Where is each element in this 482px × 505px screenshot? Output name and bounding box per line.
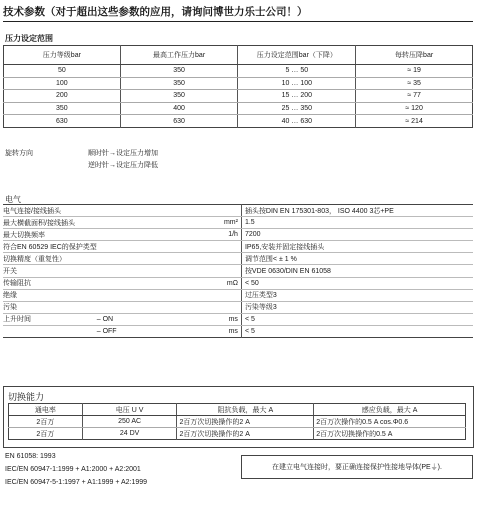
table-row [9,428,466,440]
row-unit: mΩ [156,277,242,289]
table-cell: 40 … 630 [238,115,356,128]
table-cell: 350 [120,65,238,78]
table-row [4,65,473,78]
table-cell: 10 … 100 [238,77,356,90]
row-unit [156,301,242,313]
row-unit: ms [228,327,238,335]
row-value: 7200 [241,229,473,241]
title-divider [3,21,473,22]
column-header: 最高工作压力bar [120,46,238,65]
table-row [4,102,473,115]
table-cell: 630 [56,117,68,125]
table-cell: 2百万 [9,416,83,428]
table-cell: ≈ 35 [356,77,473,90]
row-value: < 5 [241,325,473,337]
table-cell: ≈ 77 [356,90,473,103]
column-header: 压力设定范围bar（下降） [238,46,356,65]
electrical-section-label: 电气 [5,195,21,204]
rotation-label: 旋转方向 [5,150,33,157]
switching-section-label: 切换能力 [8,392,45,402]
table-row [3,325,473,337]
table-row [3,313,473,325]
table-row [4,90,473,103]
table-row [4,115,473,128]
table-cell: 400 [120,102,238,115]
row-unit [156,205,242,217]
table-cell: 25 … 350 [238,102,356,115]
row-unit: ms [156,313,242,325]
row-sub [97,241,156,253]
table-cell: 24 DV [82,428,177,440]
table-cell: 50 [4,65,121,78]
table-cell: 2百万次切换操作的2 A [177,428,314,440]
table-row [3,277,473,289]
row-label: 污染 [3,301,97,313]
standard-line: IEC/EN 60947-5-1:1997 + A1:1999 + A2:1999 [5,479,148,486]
table-cell: ≈ 19 [356,65,473,78]
table-row [3,301,473,313]
row-label: 开关 [3,265,97,277]
table-cell: 100 [4,77,121,90]
electrical-table [3,204,473,338]
row-value: 按VDE 0630/DIN EN 61058 [241,265,473,277]
grounding-note: 在建立电气连接时，要正确连接保护性接地导体(PE⏚). [241,455,473,479]
switching-table [8,403,466,440]
table-row [3,265,473,277]
row-unit [156,289,242,301]
row-value: 1.5 [241,217,473,229]
row-label: 电气连接/接线插头 [3,205,97,217]
column-header: 通电率 [9,404,83,416]
row-value: 污染等级3 [241,301,473,313]
row-sub [97,205,156,217]
row-value: 过压类型3 [241,289,473,301]
table-cell: 350 [120,90,238,103]
rotation-counterclockwise: 逆时针→设定压力降低 [88,162,158,169]
table-row [4,77,473,90]
row-label: 绝缘 [3,289,97,301]
table-cell: 2百万次切换操作的0.5 A [314,428,466,440]
column-header: 电压 U V [82,404,177,416]
row-sub [97,253,156,265]
table-cell: 2百万次操作的0.5 A cos.Φ0.6 [314,416,466,428]
row-sub [97,265,156,277]
pressure-section-label: 压力设定范围 [5,34,53,43]
table-row [3,217,473,229]
table-row [3,229,473,241]
row-value: < 5 [241,313,473,325]
rotation-clockwise: 顺时针→设定压力增加 [88,150,158,157]
table-row [3,205,473,217]
table-row [3,241,473,253]
column-header: 感应负载，最大 A [314,404,466,416]
pressure-table [3,45,473,128]
row-label: 传输阻抗 [3,277,97,289]
row-unit: 1/h [156,229,242,241]
table-cell: ≈ 120 [356,102,473,115]
table-cell: 350 [4,102,121,115]
row-label: 切换精度（重复性） [3,253,97,265]
table-cell: 2百万 [36,430,55,438]
row-value: IP65,安装并固定接线插头 [241,241,473,253]
column-header: 压力等级bar [4,46,121,65]
table-cell: 250 AC [82,416,177,428]
row-sub: – ON [97,313,156,325]
row-sub [97,217,156,229]
row-value: 调节范围< ± 1 % [241,253,473,265]
row-sub [97,301,156,313]
table-row [3,289,473,301]
table-cell: 5 … 50 [238,65,356,78]
row-sub [97,277,156,289]
row-sub [97,229,156,241]
table-row [3,253,473,265]
row-unit [156,241,242,253]
table-header-row [9,404,466,416]
column-header: 每转压降bar [356,46,473,65]
row-label: 最大切换频率 [3,229,97,241]
row-label [3,325,97,337]
table-cell: 350 [120,77,238,90]
table-cell: 2百万次切换操作的2 A [177,416,314,428]
row-label: 最大横截面积/接线插头 [3,217,97,229]
standard-line: EN 61058: 1993 [5,453,56,460]
table-cell: 200 [4,90,121,103]
table-cell: 15 … 200 [238,90,356,103]
row-value: 插头按DIN EN 175301-803， ISO 4400 3芯+PE [241,205,473,217]
table-cell: 630 [120,115,238,128]
row-unit: mm² [156,217,242,229]
table-header-row [4,46,473,65]
row-sub: – OFF [96,327,117,335]
row-label: 上升时间 [3,313,97,325]
table-row [9,416,466,428]
table-cell: ≈ 214 [356,115,473,128]
row-label: 符合EN 60529 IEC的保护类型 [3,241,97,253]
standard-line: IEC/EN 60947-1:1999 + A1:2000 + A2:2001 [5,466,141,473]
row-unit [156,265,242,277]
row-unit [156,253,242,265]
column-header: 阻抗负载，最大 A [177,404,314,416]
page-title: 技术参数（对于超出这些参数的应用，请询问博世力乐士公司！） [3,6,308,18]
row-sub [97,289,156,301]
row-value: < 50 [241,277,473,289]
